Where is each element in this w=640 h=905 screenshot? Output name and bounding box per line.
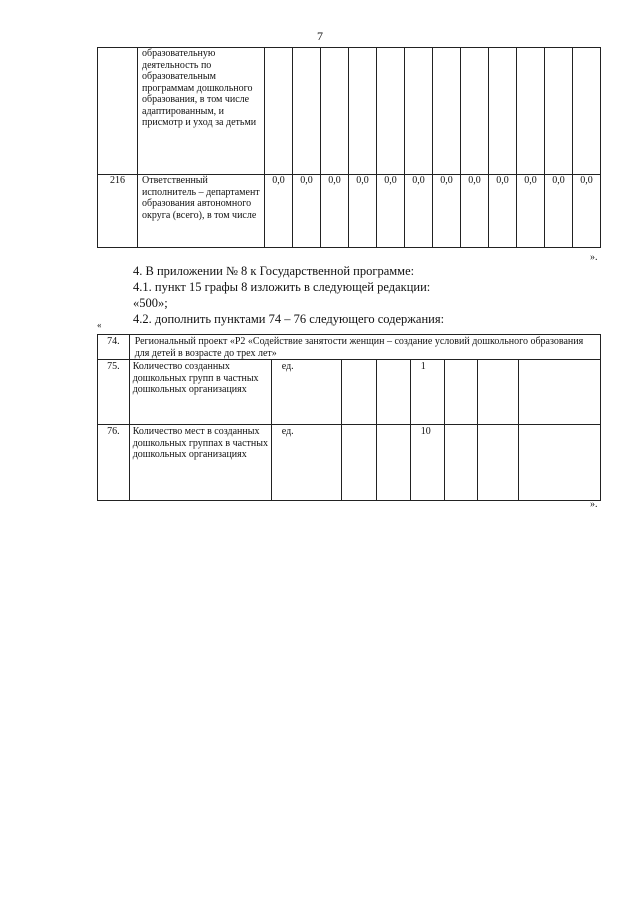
row-name-cell: образовательную деятельность по образовательным программам дошкольного образования, в том числе адаптированным, и присмотр и уход за детьми: [138, 48, 265, 175]
row-number-cell: [98, 48, 138, 175]
program-table-continuation: [97, 47, 601, 248]
table-row: [98, 335, 601, 360]
paragraph-value: «500»;: [133, 296, 168, 310]
row-number-cell: 76.: [98, 425, 130, 501]
table-row: [98, 425, 601, 501]
value-cell: 0,0: [321, 175, 349, 248]
table-row: [98, 48, 601, 175]
value-cell: 10: [410, 425, 444, 501]
row-number-cell: 216: [98, 175, 138, 248]
value-cell: 0,0: [573, 175, 601, 248]
value-cell: 0,0: [377, 175, 405, 248]
indicator-table: [97, 334, 601, 501]
value-cell: 0,0: [293, 175, 321, 248]
value-cell: 0,0: [461, 175, 489, 248]
row-number-cell: 75.: [98, 360, 130, 425]
value-cell: 0,0: [489, 175, 517, 248]
row-name-cell: Количество мест в созданных дошкольных группах в частных дошкольных организациях: [129, 425, 271, 501]
project-title-cell: Региональный проект «Р2 «Содействие занятости женщин – создание условий дошкольного образования для детей в возрасте до трех лет»: [129, 335, 600, 360]
page-number: 7: [317, 29, 323, 43]
value-cell: 0,0: [265, 175, 293, 248]
value-cell: 0,0: [349, 175, 377, 248]
paragraph-4: 4. В приложении № 8 к Государственной программе:: [133, 264, 415, 278]
table-row: [98, 175, 601, 248]
value-cell: 0,0: [545, 175, 573, 248]
row-number-cell: 74.: [98, 335, 130, 360]
value-cell: 0,0: [517, 175, 545, 248]
value-cell: 0,0: [433, 175, 461, 248]
opening-quote: «: [97, 320, 102, 330]
value-cell: 1: [410, 360, 444, 425]
unit-cell: ед.: [271, 425, 342, 501]
paragraph-4-1: 4.1. пункт 15 графы 8 изложить в следующей редакции:: [133, 280, 431, 294]
value-cell: 0,0: [405, 175, 433, 248]
table-row: [98, 360, 601, 425]
paragraph-4-2: 4.2. дополнить пунктами 74 – 76 следующего содержания:: [133, 312, 445, 326]
unit-cell: ед.: [271, 360, 342, 425]
closing-quote: ».: [590, 499, 598, 510]
row-name-cell: Ответственный исполнитель – департамент образования автономного округа (всего), в том числе: [138, 175, 265, 248]
closing-quote: ».: [590, 252, 598, 263]
row-name-cell: Количество созданных дошкольных групп в частных дошкольных организациях: [129, 360, 271, 425]
